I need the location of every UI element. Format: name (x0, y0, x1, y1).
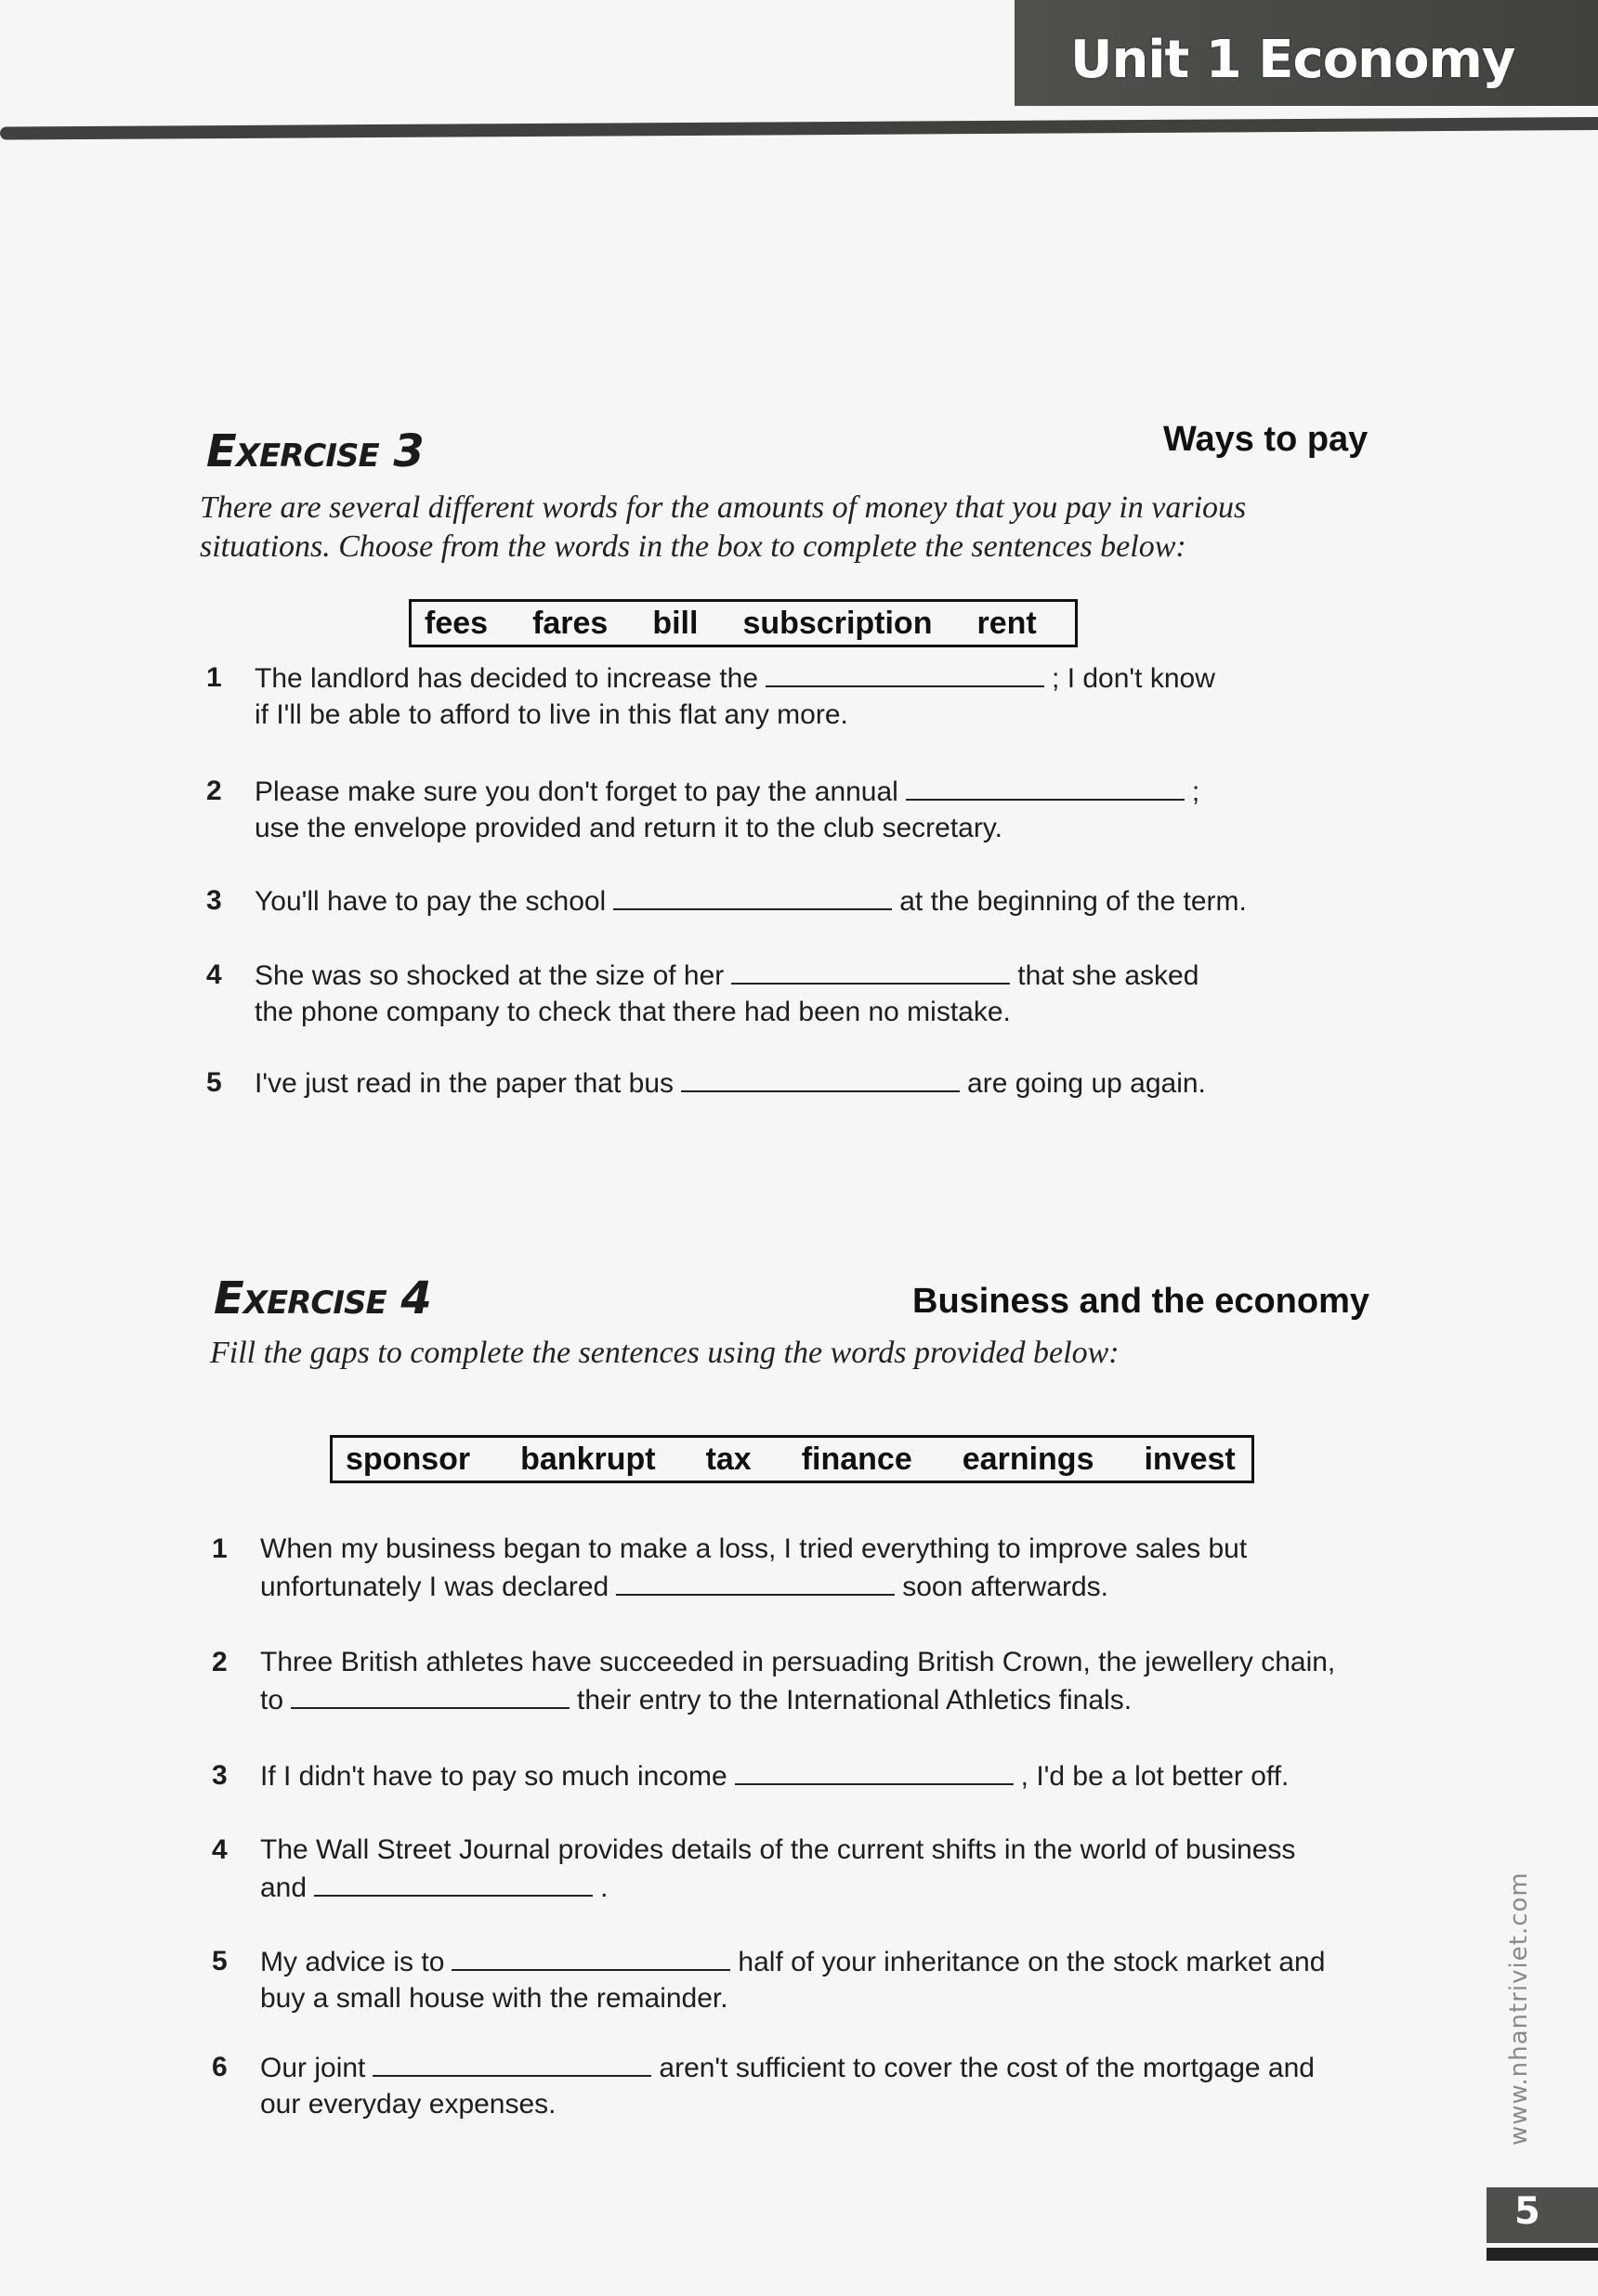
item-text: She was so shocked at the size of her (255, 960, 725, 991)
header-rule (0, 117, 1598, 140)
word-box (330, 1435, 1254, 1483)
answer-blank[interactable] (616, 1568, 895, 1596)
exercise-3-topic: Ways to pay (1163, 420, 1369, 459)
item-text: their entry to the International Athletics finals. (577, 1685, 1133, 1715)
item-text: If I didn't have to pay so much income (260, 1761, 727, 1792)
item-text: at the beginning of the term. (899, 886, 1247, 917)
item-number: 1 (206, 662, 222, 693)
item-text: if I'll be able to afford to live in this flat any more. (255, 699, 848, 730)
word-box (409, 599, 1078, 647)
item-text: Our joint (260, 2053, 366, 2083)
item-number: 5 (206, 1067, 222, 1098)
item-text: that she asked (1017, 960, 1199, 991)
answer-blank[interactable] (373, 2049, 651, 2077)
exercise-4-title: Exercise 4 (214, 1272, 431, 1324)
word-option: finance (801, 1441, 912, 1477)
item-number: 4 (206, 959, 222, 990)
item-text: Three British athletes have succeeded in persuading British Crown, the jewellery chain, (260, 1647, 1336, 1677)
exercise-4-instructions: Fill the gaps to complete the sentences using the words provided below: (210, 1336, 1120, 1370)
item-text: our everyday expenses. (260, 2089, 557, 2120)
item-text: When my business began to make a loss, I tried everything to improve sales but (260, 1533, 1248, 1564)
answer-blank[interactable] (314, 1869, 593, 1897)
word-option: fees (425, 605, 489, 641)
item-text: I've just read in the paper that bus (255, 1068, 675, 1099)
item-text: You'll have to pay the school (255, 886, 607, 917)
word-option: bill (652, 605, 699, 641)
item-text: and (260, 1872, 308, 1903)
item-text: aren't sufficient to cover the cost of the mortgage and (659, 2053, 1315, 2083)
word-option: subscription (742, 605, 933, 641)
item-text: ; (1191, 776, 1200, 807)
watermark: www.nhantriviet.com (1505, 1872, 1533, 2146)
item-number: 5 (212, 1946, 228, 1976)
page-number: 5 (1514, 2190, 1540, 2233)
exercise-3-title: Exercise 3 (206, 425, 424, 477)
word-option: sponsor (346, 1441, 471, 1477)
instructions-line: There are several different words for the amounts of money that you pay in various (200, 490, 1247, 525)
item-number: 1 (212, 1533, 228, 1564)
answer-blank[interactable] (766, 659, 1044, 687)
item-number: 3 (206, 885, 222, 916)
answer-blank[interactable] (906, 773, 1185, 801)
answer-blank[interactable] (291, 1681, 570, 1709)
item-text: My advice is to (260, 1947, 445, 1977)
item-number: 2 (206, 776, 222, 806)
item-text: , I'd be a lot better off. (1020, 1761, 1290, 1792)
word-option: bankrupt (520, 1441, 656, 1477)
item-text: soon afterwards. (902, 1572, 1109, 1602)
item-text: buy a small house with the remainder. (260, 1983, 728, 2014)
item-text: ; I don't know (1052, 663, 1215, 694)
item-text: The landlord has decided to increase the (255, 663, 759, 694)
exercise-4-topic: Business and the economy (912, 1282, 1370, 1321)
word-option: rent (976, 605, 1037, 641)
unit-title: Unit 1 Economy (1070, 30, 1515, 90)
item-number: 3 (212, 1760, 228, 1791)
item-text: Please make sure you don't forget to pay the annual (255, 776, 898, 807)
answer-blank[interactable] (681, 1064, 960, 1092)
item-number: 4 (212, 1834, 228, 1865)
answer-blank[interactable] (735, 1757, 1014, 1785)
answer-blank[interactable] (613, 882, 892, 910)
item-text: unfortunately I was declared (260, 1572, 609, 1602)
item-number: 2 (212, 1647, 228, 1677)
item-text: The Wall Street Journal provides details of the current shifts in the world of business (260, 1834, 1296, 1865)
page-number-rule (1487, 2248, 1598, 2261)
item-text: are going up again. (967, 1068, 1206, 1099)
item-text: . (600, 1872, 609, 1903)
answer-blank[interactable] (452, 1943, 730, 1971)
answer-blank[interactable] (731, 957, 1010, 985)
word-option: tax (705, 1441, 752, 1477)
instructions-line: situations. Choose from the words in the box to complete the sentences below: (200, 529, 1186, 564)
item-number: 6 (212, 2052, 228, 2082)
word-option: fares (532, 605, 609, 641)
item-text: use the envelope provided and return it to the club secretary. (255, 813, 1002, 843)
item-text: the phone company to check that there had been no mistake. (255, 997, 1011, 1027)
exercise-3-instructions (200, 489, 1246, 567)
page-number-box (1487, 2187, 1598, 2243)
item-text: to (260, 1685, 284, 1715)
word-option: earnings (962, 1441, 1094, 1477)
word-option: invest (1144, 1441, 1236, 1477)
item-text: half of your inheritance on the stock market and (738, 1947, 1326, 1977)
